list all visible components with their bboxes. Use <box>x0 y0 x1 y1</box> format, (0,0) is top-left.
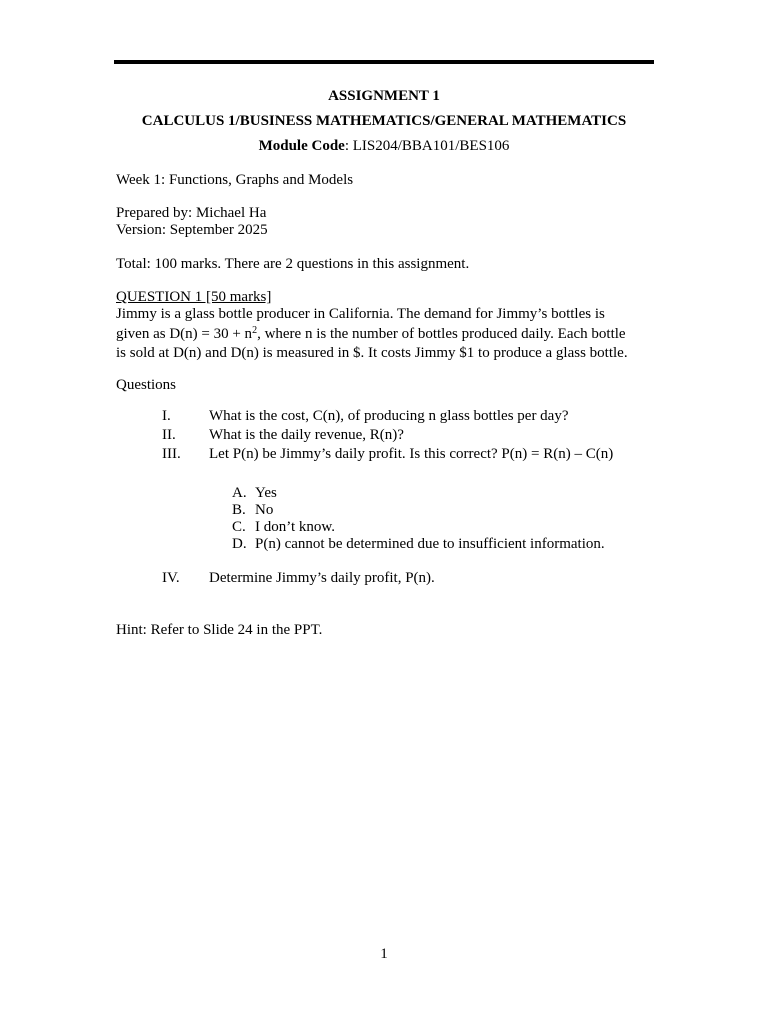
question1-line-part: given as D(n) = 30 + n <box>116 325 253 342</box>
item-text: Let P(n) be Jimmy’s daily profit. Is this correct? P(n) = R(n) – C(n) <box>209 446 614 462</box>
option-letter: A. <box>232 485 247 501</box>
option-text: Yes <box>255 485 277 501</box>
module-code <box>0 138 768 155</box>
total-marks: Total: 100 marks. There are 2 questions in this assignment. <box>116 256 470 272</box>
exponent: 2 <box>252 324 258 336</box>
question1-line <box>116 325 656 345</box>
option-letter: D. <box>232 536 247 552</box>
hint: Hint: Refer to Slide 24 in the PPT. <box>116 622 323 638</box>
option-text: I don’t know. <box>255 519 335 535</box>
option-letter: B. <box>232 502 246 518</box>
option-letter: C. <box>232 519 246 535</box>
week-line: Week 1: Functions, Graphs and Models <box>116 172 354 188</box>
option-text: P(n) cannot be determined due to insufficient information. <box>255 536 605 552</box>
question1-line-part: , where n is the number of bottles produced daily. Each bottle <box>257 325 626 342</box>
module-code-value: : LIS204/BBA101/BES106 <box>344 138 510 154</box>
document-title: ASSIGNMENT 1 <box>328 88 440 104</box>
module-code-label: Module Code <box>258 138 345 154</box>
prepared-by: Prepared by: Michael Ha <box>116 205 267 221</box>
top-rule <box>114 60 654 64</box>
question1-body <box>116 305 656 364</box>
item-number: III. <box>162 446 181 462</box>
question1-heading: QUESTION 1 [50 marks] <box>116 289 272 305</box>
question1-line: Jimmy is a glass bottle producer in California. The demand for Jimmy’s bottles is <box>116 306 605 322</box>
item-number: I. <box>162 408 171 424</box>
item-text: What is the daily revenue, R(n)? <box>209 427 404 443</box>
item-text: What is the cost, C(n), of producing n glass bottles per day? <box>209 408 569 424</box>
option-text: No <box>255 502 274 518</box>
page-number: 1 <box>380 946 388 962</box>
item-number: II. <box>162 427 176 443</box>
item-number: IV. <box>162 570 180 586</box>
document-subtitle: CALCULUS 1/BUSINESS MATHEMATICS/GENERAL MATHEMATICS <box>141 113 627 129</box>
version: Version: September 2025 <box>116 222 268 238</box>
questions-label: Questions <box>116 377 176 393</box>
question1-line: is sold at D(n) and D(n) is measured in $. It costs Jimmy $1 to produce a glass bottle. <box>116 345 628 361</box>
item-text: Determine Jimmy’s daily profit, P(n). <box>209 570 435 586</box>
